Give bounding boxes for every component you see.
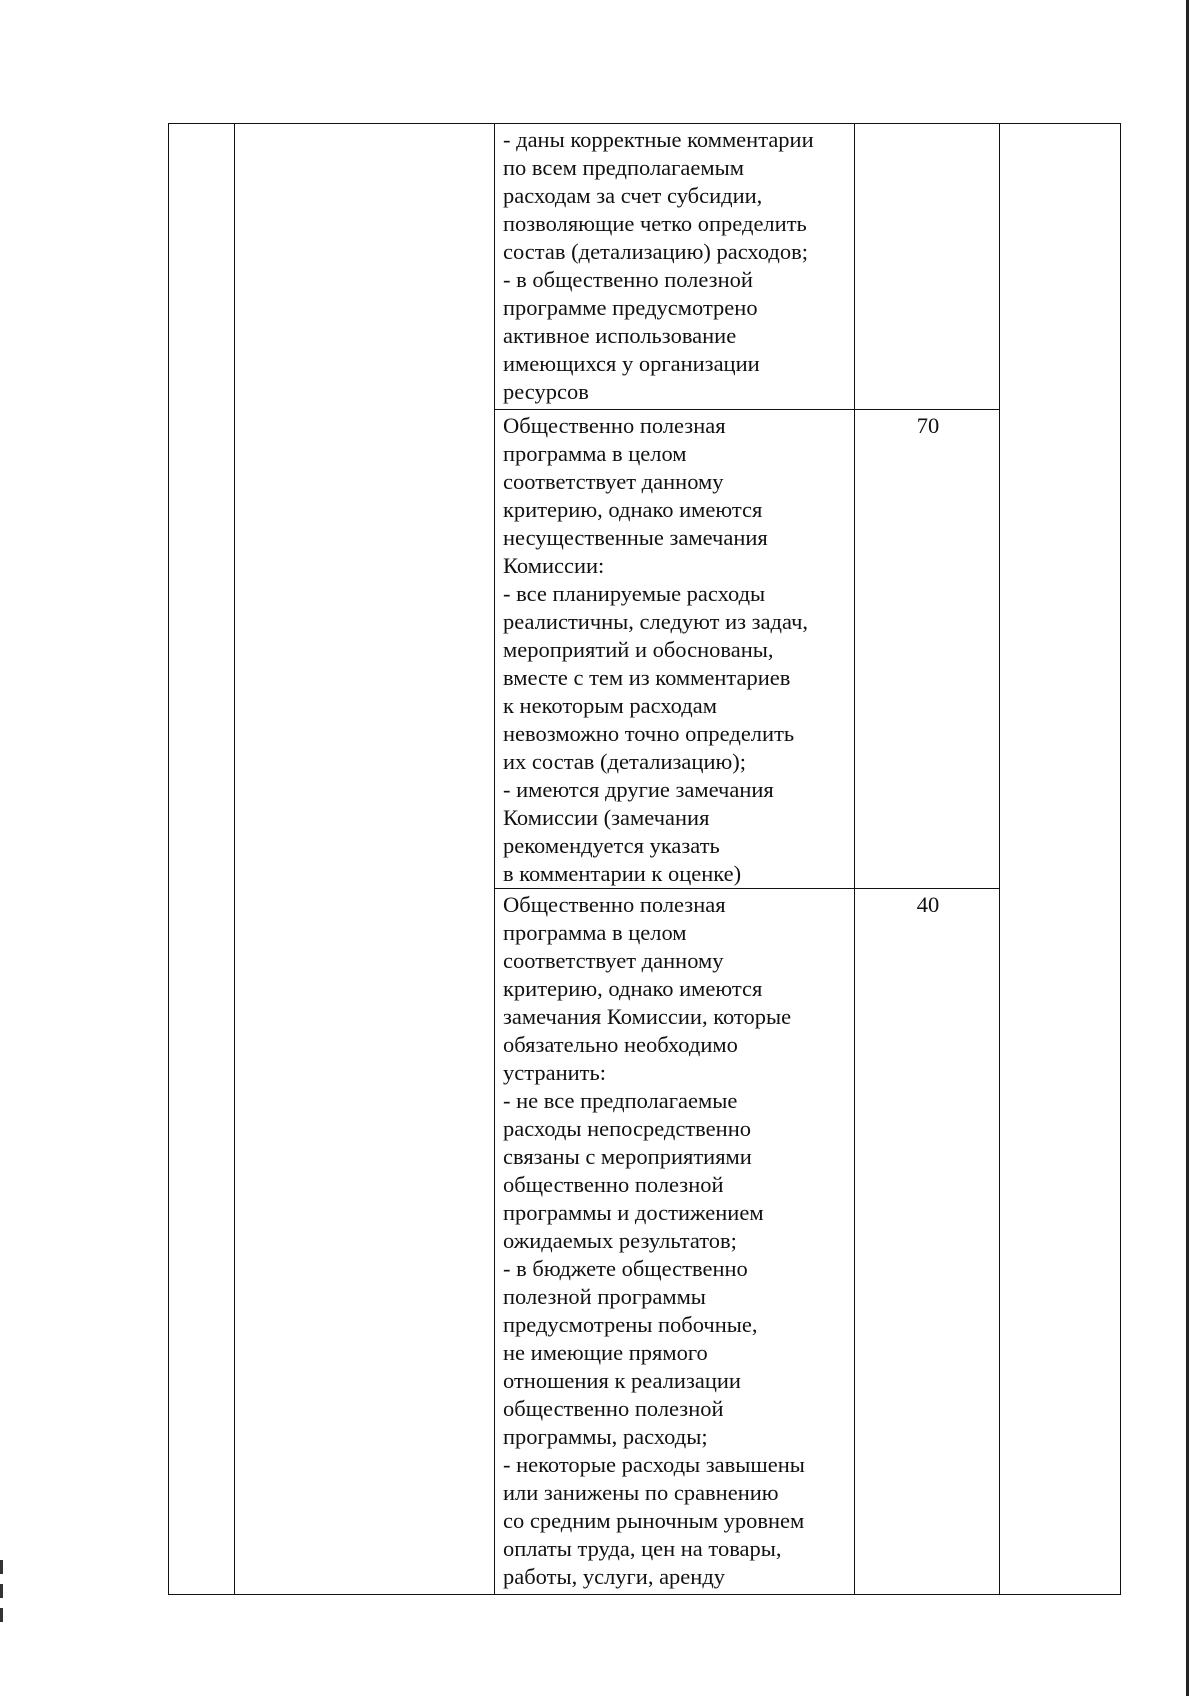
- number-cell: [169, 124, 235, 1595]
- criterion-cell: [235, 124, 495, 1595]
- score-cell: 40: [855, 889, 1000, 1595]
- description-cell: Общественно полезная программа в целом соответствует данному критерию, однако имеются замечания Комиссии, которые обязательно необходимо устранить: - не все предполагаемые расходы непосредственно связаны с мероприятиями общественно полезной программы и достижением ожидаемых результатов; - в бюджете общественно полезной программы предусмотрены побочные, не имеющие прямого отношения к реализации общественно полезной программы, расходы; - некоторые расходы завышены или занижены по сравнению со средним рыночным уровнем оплаты труда, цен на товары, работы, услуги, аренду: [495, 889, 855, 1595]
- comment-cell: [1000, 124, 1121, 1595]
- description-cell: Общественно полезная программа в целом соответствует данному критерию, однако имеются несущественные замечания Комиссии: - все планируемые расходы реалистичны, следуют из задач, мероприятий и обоснованы, вместе с тем из комментариев к некоторым расходам невозможно точно определить их состав (детализацию); - имеются другие замечания Комиссии (замечания рекомендуется указать в комментарии к оценке): [495, 410, 855, 889]
- score-cell: [855, 124, 1000, 410]
- criteria-table: [168, 123, 1121, 1595]
- scan-margin-marks: [0, 1560, 3, 1650]
- scan-edge-line: [1186, 0, 1189, 1696]
- description-cell: - даны корректные комментарии по всем предполагаемым расходам за счет субсидии, позволяющие четко определить состав (детализацию) расходов; - в общественно полезной программе предусмотрено активное использование имеющихся у организации ресурсов: [495, 124, 855, 410]
- score-cell: 70: [855, 410, 1000, 889]
- table-row: [169, 124, 1121, 410]
